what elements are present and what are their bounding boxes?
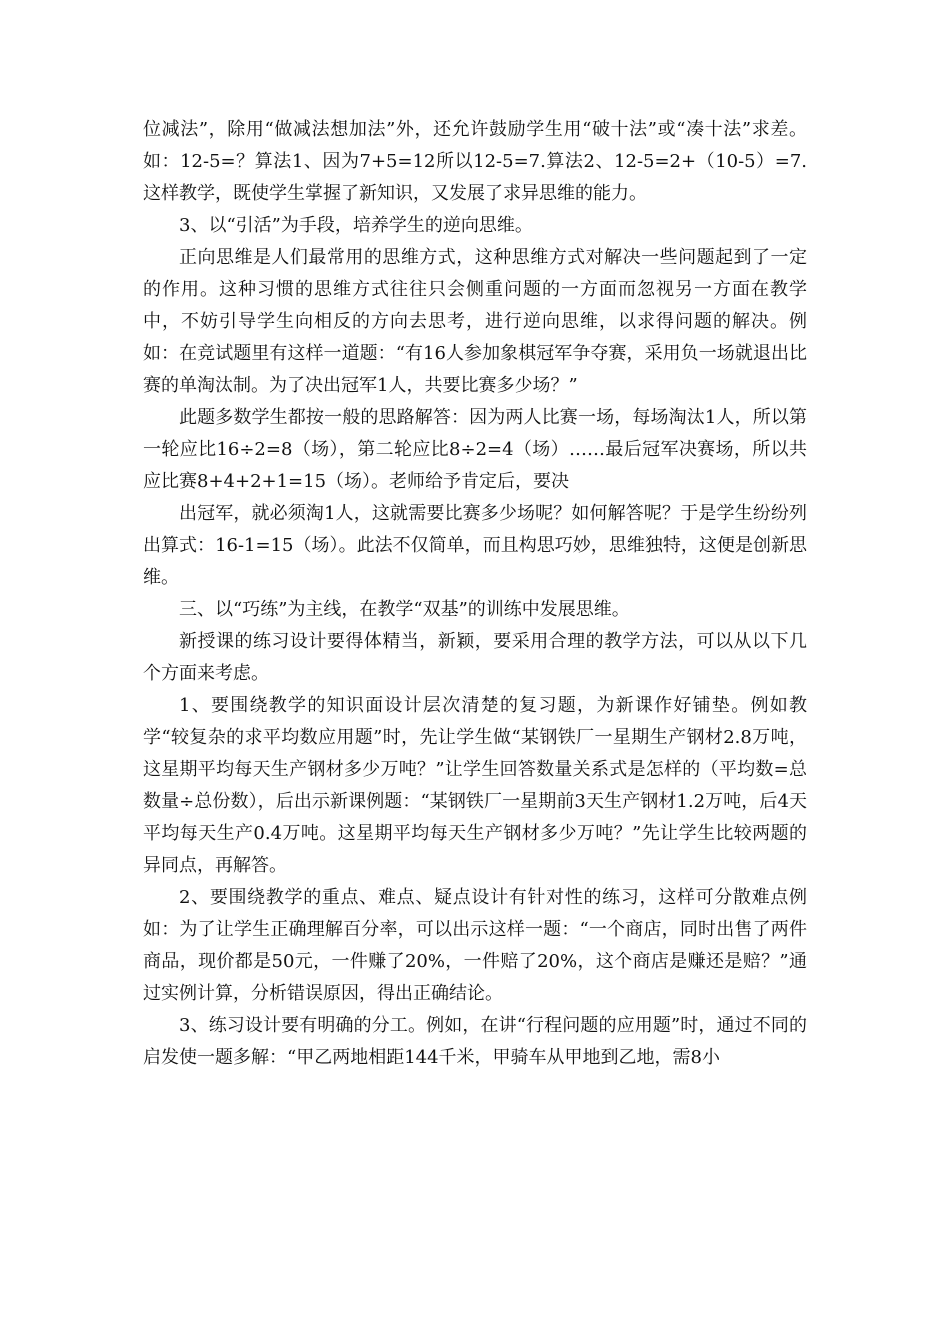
paragraph-innovative-thinking: 出冠军，就必须淘1人，这就需要比赛多少场呢？如何解答呢？于是学生纷纷列出算式：16-1=15（场）。此法不仅简单，而且构思巧妙，思维独特，这便是创新思维。	[143, 503, 807, 588]
paragraph-exercise-design: 新授课的练习设计要得体精当，新颖，要采用合理的教学方法，可以从以下几个方面来考虑。	[143, 631, 807, 684]
paragraph-forward-thinking: 正向思维是人们最常用的思维方式，这种思维方式对解决一些问题起到了一定的作用。这种习惯的思维方式往往只会侧重问题的一方面而忽视另一方面在教学中，不妨引导学生向相反的方向去思考，进行逆向思维，以求得问题的解决。例如：在竞试题里有这样一道题：“有16人参加象棋冠军争夺赛，采用负一场就退出比赛的单淘汰制。为了决出冠军1人，共要比赛多少场？”	[143, 247, 807, 396]
paragraph-solution-approach: 此题多数学生都按一般的思路解答：因为两人比赛一场，每场淘汰1人，所以第一轮应比16÷2=8（场），第二轮应比8÷2=4（场）……最后冠军决赛场，所以共应比赛8+4+2+1=15（场）。老师给予肯定后，要决	[143, 407, 807, 492]
paragraph-continuation: 位减法”，除用“做减法想加法”外，还允许鼓励学生用“破十法”或“凑十法”求差。如：12-5=？算法1、因为7+5=12所以12-5=7.算法2、12-5=2+（10-5）=7.这样教学，既使学生掌握了新知识，又发展了求异思维的能力。	[143, 119, 807, 204]
section-heading-reverse-thinking: 3、以“引活”为手段，培养学生的逆向思维。	[179, 215, 533, 236]
document-body	[143, 114, 807, 1074]
paragraph-division-of-work: 3、练习设计要有明确的分工。例如，在讲“行程问题的应用题”时，通过不同的启发使一题多解：“甲乙两地相距144千米，甲骑车从甲地到乙地，需8小	[143, 1015, 807, 1068]
paragraph-review-questions: 1、要围绕教学的知识面设计层次清楚的复习题，为新课作好铺垫。例如教学“较复杂的求平均数应用题”时，先让学生做“某钢铁厂一星期生产钢材2.8万吨，这星期平均每天生产钢材多少万吨？”让学生回答数量关系式是怎样的（平均数=总数量÷总份数），后出示新课例题：“某钢铁厂一星期前3天生产钢材1.2万吨，后4天平均每天生产0.4万吨。这星期平均每天生产钢材多少万吨？”先让学生比较两题的异同点，再解答。	[143, 695, 807, 876]
section-heading-practice: 三、以“巧练”为主线，在教学“双基”的训练中发展思维。	[179, 599, 630, 620]
paragraph-targeted-practice: 2、要围绕教学的重点、难点、疑点设计有针对性的练习，这样可分散难点例如：为了让学生正确理解百分率，可以出示这样一题：“一个商店，同时出售了两件商品，现价都是50元，一件赚了20%，一件赔了20%，这个商店是赚还是赔？”通过实例计算，分析错误原因，得出正确结论。	[143, 887, 807, 1004]
